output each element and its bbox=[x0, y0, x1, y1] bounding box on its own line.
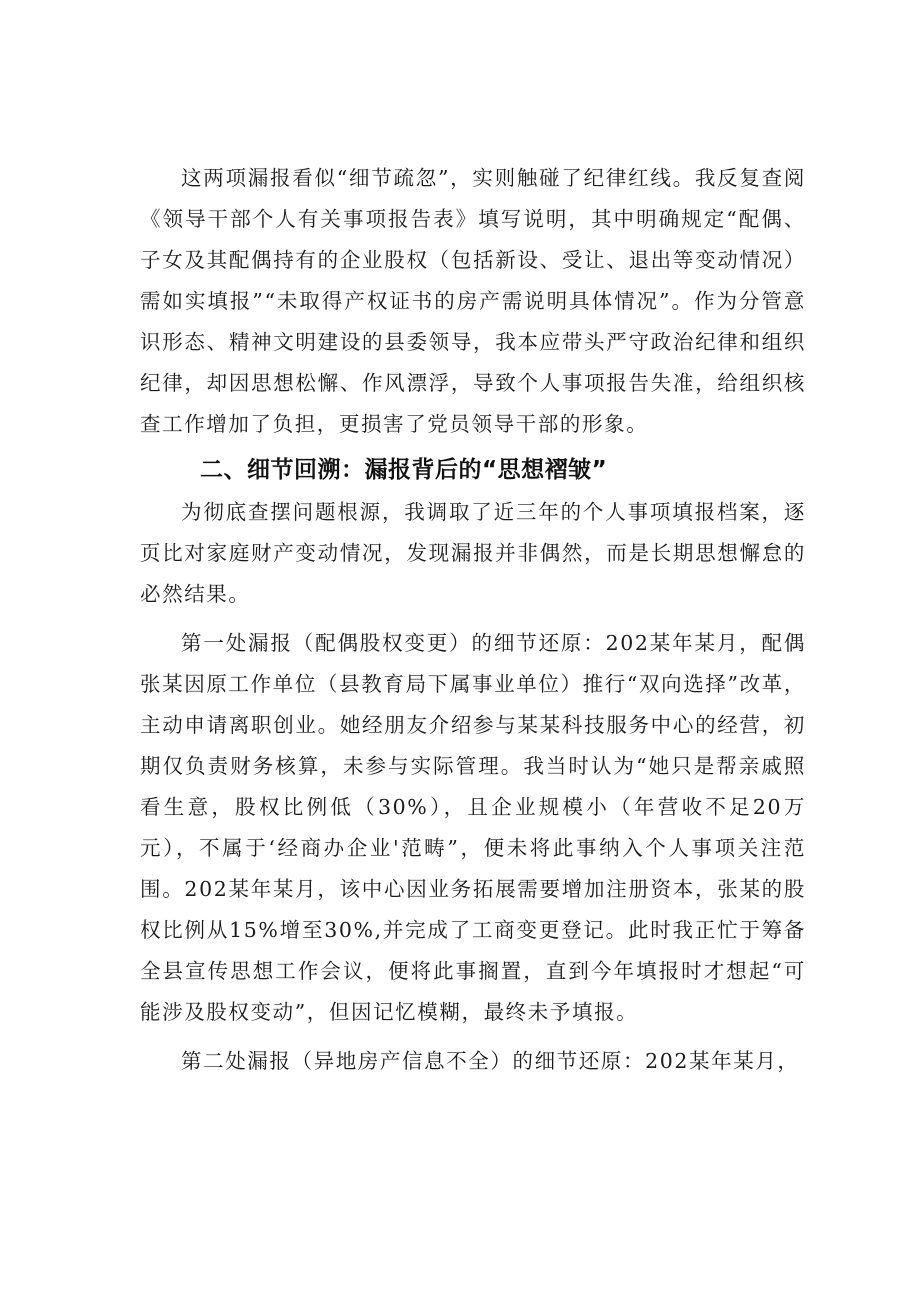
paragraph-root-cause-review: 为彻底查摆问题根源，我调取了近三年的个人事项填报档案，逐页比对家庭财产变动情况，发现漏报并非偶然，而是长期思想懈怠的必然结果。 bbox=[140, 500, 806, 606]
document-page bbox=[140, 158, 806, 1082]
section-heading: 二、细节回溯：漏报背后的“思想褶皱” bbox=[200, 457, 608, 483]
paragraph-first-omission: 第一处漏报（配偶股权变更）的细节还原：202某年某月，配偶张某因原工作单位（县教育局下属事业单位）推行“双向选择”改革，主动申请离职创业。她经朋友介绍参与某某科技服务中心的经营，初期仅负责财务核算，未参与实际管理。我当时认为“她只是帮亲戚照看生意，股权比例低（30%），且企业规模小（年营收不足20万元），不属于‘经商办企业'范畴”，便未将此事纳入个人事项关注范围。202某年某月，该中心因业务拓展需要增加注册资本，张某的股权比例从15%增至30%,并完成了工商变更登记。此时我正忙于筹备全县宣传思想工作会议，便将此事搁置，直到今年填报时才想起“可能涉及股权变动”，但因记忆模糊，最终未予填报。 bbox=[140, 631, 806, 1024]
paragraph-second-omission: 第二处漏报（异地房产信息不全）的细节还原：202某年某月， bbox=[181, 1049, 800, 1073]
paragraph-missed-report-analysis: 这两项漏报看似“细节疏忽”，实则触碰了纪律红线。我反复查阅《领导干部个人有关事项报告表》填写说明，其中明确规定“配偶、子女及其配偶持有的企业股权（包括新设、受让、退出等变动情况）需如实填报”“未取得产权证书的房产需说明具体情况”。作为分管意识形态、精神文明建设的县委领导，我本应带头严守政治纪律和组织纪律，却因思想松懈、作风漂浮，导致个人事项报告失准，给组织核查工作增加了负担，更损害了党员领导干部的形象。 bbox=[140, 166, 806, 436]
